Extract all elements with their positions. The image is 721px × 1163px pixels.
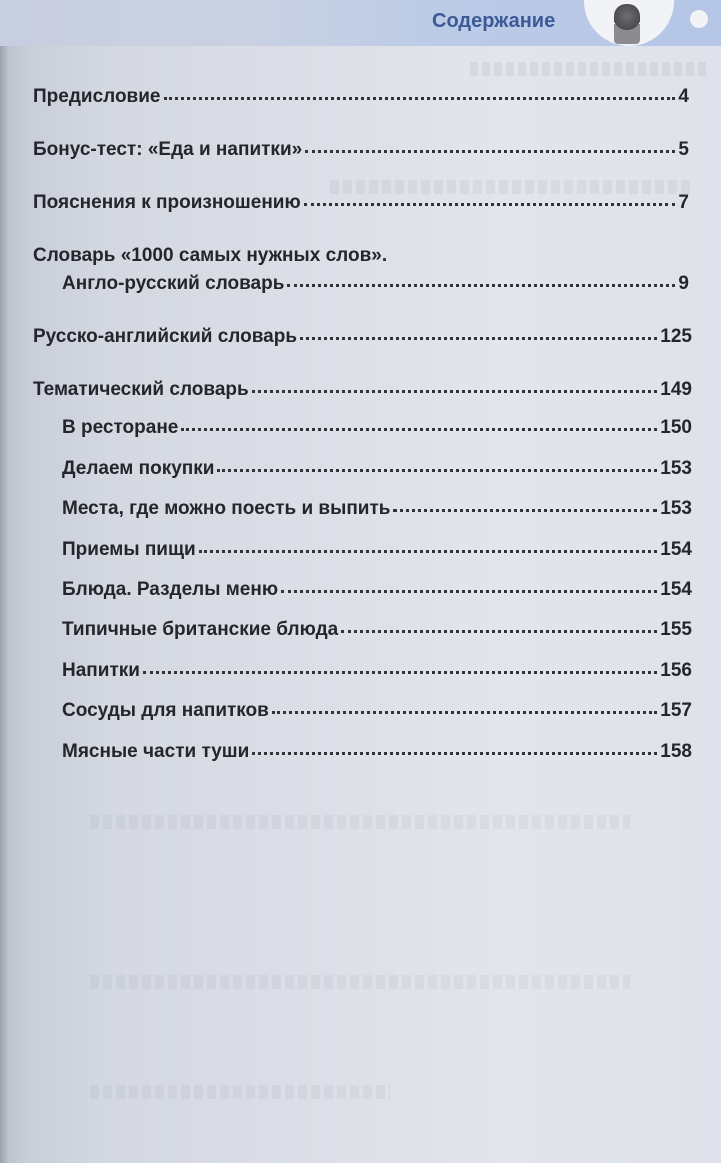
- toc-entry-title[interactable]: Словарь «1000 самых нужных слов».: [33, 245, 388, 266]
- toc-entry-page: 154: [660, 539, 692, 560]
- dot-leader: [217, 468, 657, 472]
- toc-entry-page: 149: [660, 379, 692, 400]
- toc-entry[interactable]: [62, 498, 692, 520]
- toc-entry-page: 153: [660, 458, 692, 479]
- bleed-through-text: [90, 1085, 390, 1099]
- dot-leader: [393, 508, 657, 512]
- toc-entry[interactable]: [62, 539, 692, 561]
- dot-leader: [252, 389, 658, 393]
- toc-entry[interactable]: [62, 579, 692, 601]
- dot-leader: [281, 589, 657, 593]
- toc-entry-title: Предисловие: [33, 86, 161, 107]
- toc-entry[interactable]: [62, 660, 692, 682]
- toc-entry[interactable]: [33, 139, 689, 161]
- toc-entry-title: Типичные британские блюда: [62, 619, 339, 640]
- toc-entry-page: 7: [678, 192, 689, 213]
- bleed-through-text: [90, 975, 630, 989]
- dot-leader: [252, 751, 657, 755]
- toc-entry[interactable]: [62, 700, 692, 722]
- toc-entry-page: 125: [660, 326, 692, 347]
- dot-leader: [304, 202, 676, 206]
- dot-leader: [341, 629, 657, 633]
- toc-entry-title: Напитки: [62, 660, 140, 681]
- toc-entry-title: Сосуды для напитков: [62, 700, 269, 721]
- toc-entry-title: Тематический словарь: [33, 379, 249, 400]
- toc-entry[interactable]: [33, 192, 689, 214]
- toc-entry[interactable]: [62, 417, 692, 439]
- toc-entry-title: Блюда. Разделы меню: [62, 579, 279, 600]
- dot-leader: [287, 283, 675, 287]
- toc-entry-title: Пояснения к произношению: [33, 192, 301, 213]
- toc-entry[interactable]: [62, 458, 692, 480]
- toc-entry[interactable]: [62, 741, 692, 763]
- toc-entry-page: 156: [660, 660, 692, 681]
- bleed-through-text: [90, 815, 630, 829]
- toc-entry-page: 9: [678, 273, 689, 294]
- toc-entry-title: Мясные части туши: [62, 741, 250, 762]
- toc-entry-page: 154: [660, 579, 692, 600]
- dot-leader: [305, 149, 675, 153]
- toc-entry[interactable]: [33, 326, 692, 348]
- toc-entry-title: В ресторане: [62, 417, 179, 438]
- dot-leader: [300, 336, 657, 340]
- toc-entry-title: Делаем покупки: [62, 458, 215, 479]
- dot-leader: [199, 549, 658, 553]
- toc-entry-page: 158: [660, 741, 692, 762]
- dot-leader: [272, 710, 657, 714]
- toc-entry[interactable]: [62, 273, 689, 295]
- toc-entry-title: Места, где можно поесть и выпить: [62, 498, 391, 519]
- page-title: Содержание: [432, 10, 556, 32]
- toc-entry-title: Приемы пищи: [62, 539, 196, 560]
- toc-entry-page: 150: [660, 417, 692, 438]
- toc-entry-page: 153: [660, 498, 692, 519]
- toc-entry-subtitle: Англо-русский словарь: [62, 273, 285, 294]
- dot-leader: [181, 427, 657, 431]
- dot-leader: [164, 96, 676, 100]
- toc-entry[interactable]: [62, 619, 692, 641]
- toc-entry-page: 5: [678, 139, 689, 160]
- toc-entry-title: Русско-английский словарь: [33, 326, 297, 347]
- dot-leader: [143, 670, 657, 674]
- toc-entry-page: 4: [678, 86, 689, 107]
- toc-entry-title: Бонус-тест: «Еда и напитки»: [33, 139, 303, 160]
- toc-entry-page: 155: [660, 619, 692, 640]
- toc-entry[interactable]: [33, 379, 692, 401]
- toc-entry[interactable]: [33, 86, 689, 108]
- toc-entry-page: 157: [660, 700, 692, 721]
